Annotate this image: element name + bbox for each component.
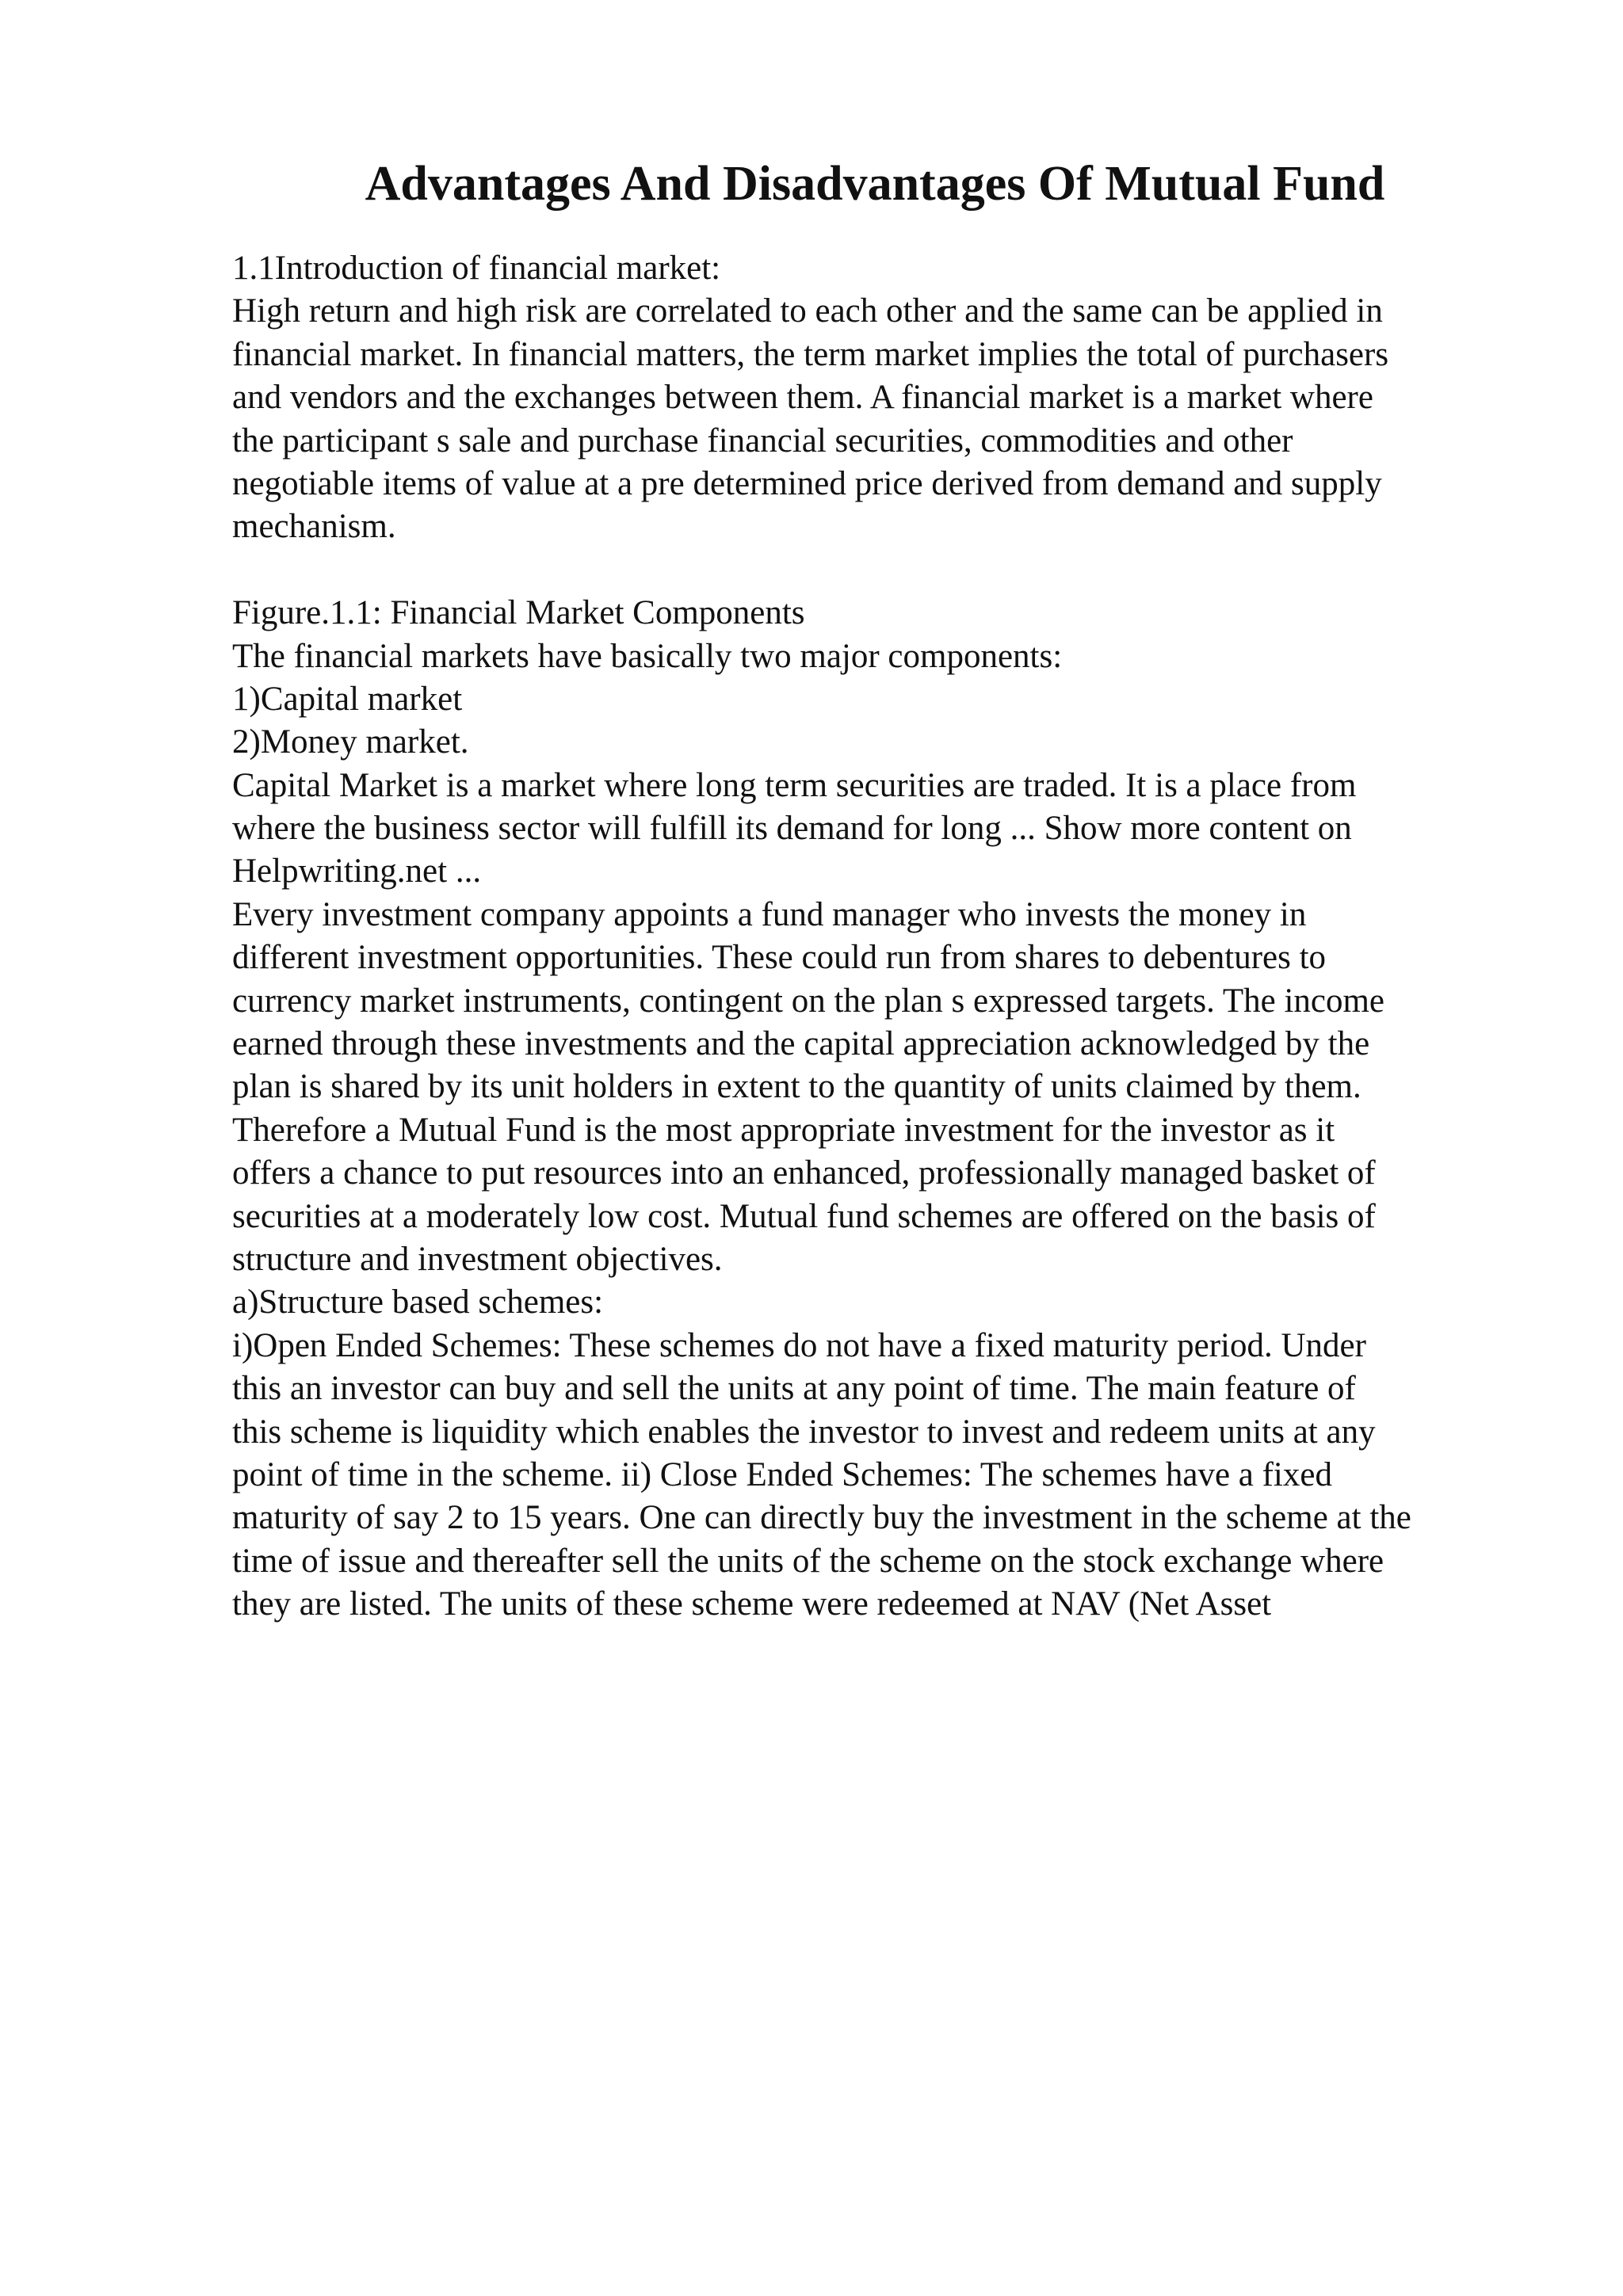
text-line: Capital Market is a market where long term securities are traded. It is a place from [232,766,1357,804]
text-line: this an investor can buy and sell the units at any point of time. The main feature of [232,1370,1356,1408]
text-line: point of time in the scheme. ii) Close Ended Schemes: The schemes have a fixed [232,1455,1332,1493]
text-line: 2)Money market. [232,723,469,761]
text-line: High return and high risk are correlated to each other and the same can be applied in [232,292,1383,330]
text-line: 1.1Introduction of financial market: [232,250,721,287]
text-line: and vendors and the exchanges between them. A financial market is a market where [232,379,1373,417]
text-line: this scheme is liquidity which enables the investor to invest and redeem units at any [232,1413,1376,1451]
text-line: they are listed. The units of these scheme were redeemed at NAV (Net Asset [232,1585,1272,1623]
text-line: different investment opportunities. These could run from shares to debentures to [232,939,1327,977]
text-line: offers a chance to put resources into an enhanced, professionally managed basket of [232,1154,1376,1192]
text-line: Figure.1.1: Financial Market Components [232,594,805,632]
text-line: The financial markets have basically two major components: [232,637,1063,675]
text-line: securities at a moderately low cost. Mutual fund schemes are offered on the basis of [232,1197,1376,1235]
text-line: a)Structure based schemes: [232,1283,604,1322]
document-title: Advantages And Disadvantages Of Mutual Fund [365,157,1385,211]
text-line: earned through these investments and the capital appreciation acknowledged by the [232,1025,1370,1063]
text-line: mechanism. [232,508,396,546]
text-line: plan is shared by its unit holders in extent to the quantity of units claimed by them. [232,1068,1361,1106]
text-line: financial market. In financial matters, the term market implies the total of purchasers [232,335,1389,373]
text-line: i)Open Ended Schemes: These schemes do not have a fixed maturity period. Under [232,1326,1366,1364]
text-line: where the business sector will fulfill its demand for long ... Show more content on [232,810,1352,848]
text-line: Helpwriting.net ... [232,852,482,891]
text-line: 1)Capital market [232,680,463,718]
text-line: Every investment company appoints a fund manager who invests the money in [232,895,1307,933]
text-line: negotiable items of value at a pre determined price derived from demand and supply [232,464,1382,502]
text-line: the participant s sale and purchase financial securities, commodities and other [232,421,1293,460]
text-line: Therefore a Mutual Fund is the most appropriate investment for the investor as it [232,1111,1335,1149]
text-line: currency market instruments, contingent on the plan s expressed targets. The income [232,982,1385,1020]
blank-line [232,549,1532,592]
text-line: time of issue and thereafter sell the units of the scheme on the stock exchange where [232,1542,1384,1580]
document-body [232,247,1532,1627]
text-line: maturity of say 2 to 15 years. One can directly buy the investment in the scheme at the [232,1499,1411,1537]
text-line: structure and investment objectives. [232,1240,723,1278]
